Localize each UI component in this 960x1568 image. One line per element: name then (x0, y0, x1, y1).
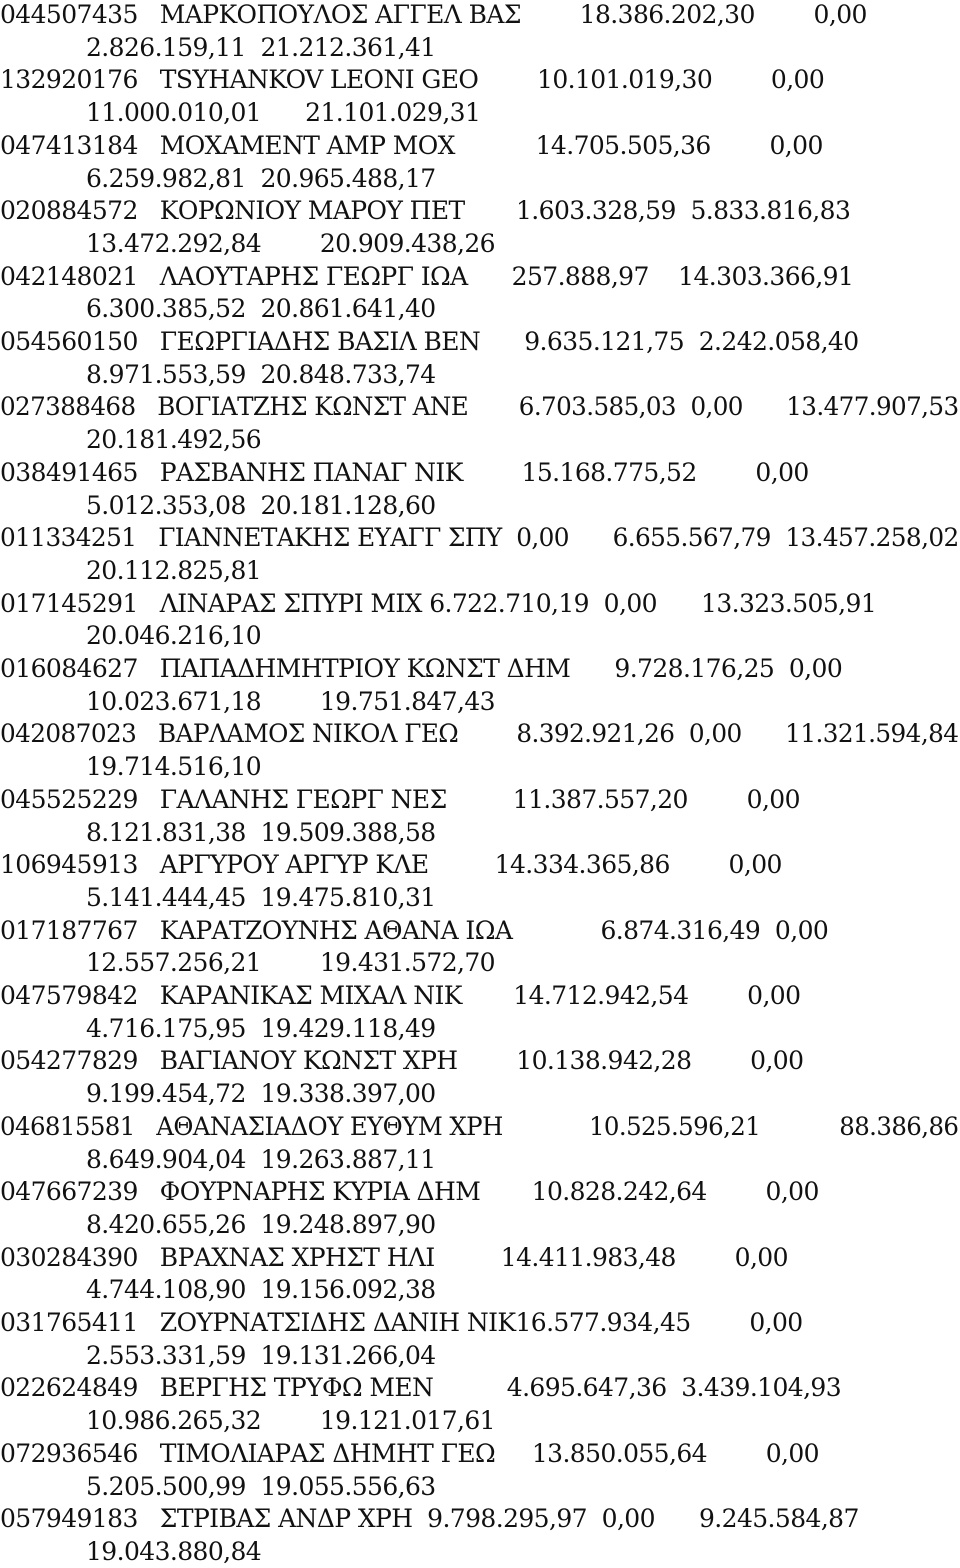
record-continuation-line: 8.121.831,38 19.509.388,58 (86, 817, 436, 847)
record-continuation-line: 8.649.904,04 19.263.887,11 (86, 1144, 436, 1174)
record-continuation-line: 19.043.880,84 (86, 1536, 262, 1566)
record-continuation-line: 6.300.385,52 20.861.641,40 (86, 294, 436, 324)
record-continuation-line: 20.046.216,10 (86, 621, 262, 651)
record-line: 054560150 ΓΕΩΡΓΙΑΔΗΣ ΒΑΣΙΛ ΒΕΝ 9.635.121,75 2.242.058,40 (0, 327, 859, 356)
record-line: 017145291 ΛΙΝΑΡΑΣ ΣΠΥΡΙ ΜΙΧ 6.722.710,19 0,00 13.323.505,91 (0, 588, 877, 618)
record-continuation-line: 5.205.500,99 19.055.556,63 (86, 1471, 436, 1501)
record-line: 027388468 ΒΟΓΙΑΤΖΗΣ ΚΩΝΣΤ ΑΝΕ 6.703.585,03 0,00 13.477.907,53 (0, 392, 959, 422)
record-continuation-line: 6.259.982,81 20.965.488,17 (86, 163, 436, 193)
record-line: 011334251 ΓΙΑΝΝΕΤΑΚΗΣ ΕΥΑΓΓ ΣΠΥ 0,00 6.655.567,79 13.457.258,02 (0, 523, 959, 553)
record-continuation-line: 20.112.825,81 (86, 555, 262, 585)
record-line: 047667239 ΦΟΥΡΝΑΡΗΣ ΚΥΡΙΑ ΔΗΜ 10.828.242,64 0,00 (0, 1177, 819, 1207)
record-line: 017187767 ΚΑΡΑΤΖΟΥΝΗΣ ΑΘΑΝΑ ΙΩΑ 6.874.316,49 0,00 (0, 915, 829, 945)
record-continuation-line: 5.012.353,08 20.181.128,60 (86, 490, 436, 520)
record-continuation-line: 10.986.265,32 19.121.017,61 (86, 1406, 495, 1436)
record-line: 046815581 ΑΘΑΝΑΣΙΑΔΟΥ ΕΥΘΥΜ ΧΡΗ 10.525.596,21 88.386,86 (0, 1111, 959, 1141)
record-line: 030284390 ΒΡΑΧΝΑΣ ΧΡΗΣΤ ΗΛΙ 14.411.983,48 0,00 (0, 1242, 788, 1272)
record-line: 016084627 ΠΑΠΑΔΗΜΗΤΡΙΟΥ ΚΩΝΣΤ ΔΗΜ 9.728.176,25 0,00 (0, 654, 843, 683)
record-continuation-line: 9.199.454,72 19.338.397,00 (86, 1079, 436, 1109)
record-line: 106945913 ΑΡΓΥΡΟΥ ΑΡΓΥΡ ΚΛΕ 14.334.365,86 0,00 (0, 850, 782, 880)
record-line: 044507435 ΜΑΡΚΟΠΟΥΛΟΣ ΑΓΓΕΛ ΒΑΣ 18.386.202,30 0,00 (0, 0, 867, 29)
record-line: 042087023 ΒΑΡΛΑΜΟΣ ΝΙΚΟΛ ΓΕΩ 8.392.921,26 0,00 11.321.594,84 (0, 719, 959, 749)
record-continuation-line: 8.420.655,26 19.248.897,90 (86, 1209, 436, 1239)
record-continuation-line: 19.714.516,10 (86, 752, 262, 782)
record-line: 132920176 TSYHANKOV LEONI GEO 10.101.019,30 0,00 (0, 65, 825, 95)
record-line: 054277829 ΒΑΓΙΑΝΟΥ ΚΩΝΣΤ ΧΡΗ 10.138.942,28 0,00 (0, 1046, 804, 1076)
record-continuation-line: 5.141.444,45 19.475.810,31 (86, 882, 436, 912)
record-line: 047413184 ΜΟΧΑΜΕΝΤ ΑΜΡ ΜΟΧ 14.705.505,36 0,00 (0, 130, 823, 160)
record-line: 038491465 ΡΑΣΒΑΝΗΣ ΠΑΝΑΓ ΝΙΚ 15.168.775,52 0,00 (0, 457, 809, 487)
record-line: 057949183 ΣΤΡΙΒΑΣ ΑΝΔΡ ΧΡΗ 9.798.295,97 0,00 9.245.584,87 (0, 1504, 859, 1534)
record-continuation-line: 4.716.175,95 19.429.118,49 (86, 1013, 436, 1043)
record-line: 045525229 ΓΑΛΑΝΗΣ ΓΕΩΡΓ ΝΕΣ 11.387.557,20 0,00 (0, 784, 800, 814)
record-continuation-line: 2.553.331,59 19.131.266,04 (86, 1340, 436, 1370)
record-line: 047579842 ΚΑΡΑΝΙΚΑΣ ΜΙΧΑΛ ΝΙΚ 14.712.942,54 0,00 (0, 981, 801, 1010)
record-continuation-line: 2.826.159,11 21.212.361,41 (86, 32, 436, 62)
record-continuation-line: 12.557.256,21 19.431.572,70 (86, 948, 495, 978)
record-continuation-line: 10.023.671,18 19.751.847,43 (86, 686, 495, 716)
record-continuation-line: 11.000.010,01 21.101.029,31 (86, 98, 481, 128)
record-line: 072936546 ΤΙΜΟΛΙΑΡΑΣ ΔΗΜΗΤ ΓΕΩ 13.850.055,64 0,00 (0, 1438, 819, 1468)
record-continuation-line: 13.472.292,84 20.909.438,26 (86, 228, 495, 258)
record-continuation-line: 8.971.553,59 20.848.733,74 (86, 359, 436, 389)
record-line: 020884572 ΚΟΡΩΝΙΟΥ ΜΑΡΟΥ ΠΕΤ 1.603.328,59 5.833.816,83 (0, 196, 851, 226)
record-continuation-line: 20.181.492,56 (86, 425, 262, 455)
record-line: 031765411 ΖΟΥΡΝΑΤΣΙΔΗΣ ΔΑΝΙΗ ΝΙΚ16.577.934,45 0,00 (0, 1308, 803, 1337)
record-line: 022624849 ΒΕΡΓΗΣ ΤΡΥΦΩ ΜΕΝ 4.695.647,36 3.439.104,93 (0, 1373, 842, 1403)
record-continuation-line: 4.744.108,90 19.156.092,38 (86, 1275, 436, 1305)
record-line: 042148021 ΛΑΟΥΤΑΡΗΣ ΓΕΩΡΓ ΙΩΑ 257.888,97 14.303.366,91 (0, 261, 854, 291)
